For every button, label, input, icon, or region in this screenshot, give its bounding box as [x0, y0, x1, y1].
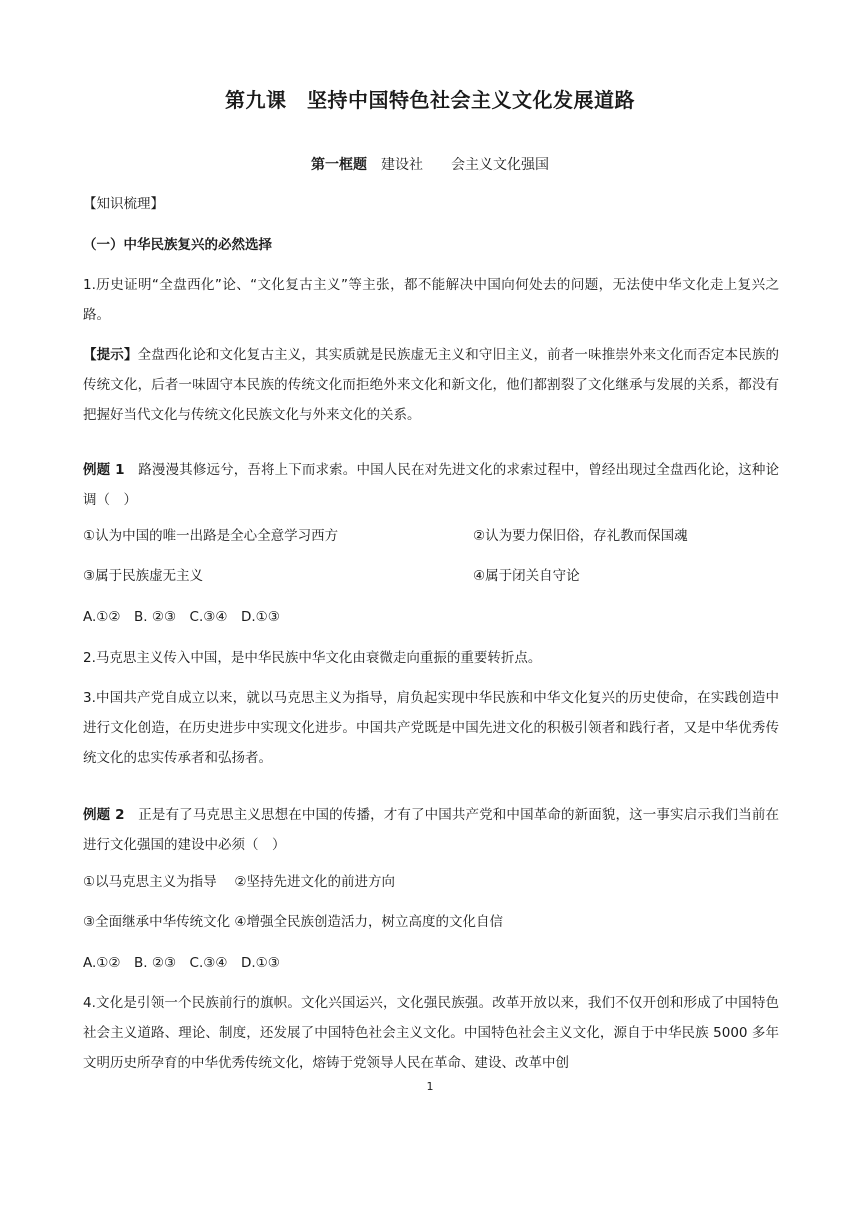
example-2-options-row-2: ③全面继承中华传统文化 ④增强全民族创造活力，树立高度的文化自信 [83, 914, 503, 930]
page-number: 1 [426, 1080, 434, 1093]
example-1-choices: A.①② B. ②③ C.③④ D.①③ [83, 609, 280, 625]
example-1-label: 例题 1 [83, 462, 125, 478]
section-subtitle [0, 154, 860, 174]
example-2-question [83, 800, 779, 860]
example-1-option-3: ③属于民族虚无主义 [83, 568, 204, 584]
example-1-options-row-1 [83, 521, 779, 551]
example-2-choices: A.①② B. ②③ C.③④ D.①③ [83, 955, 280, 971]
subtitle-text: 建设社 会主义文化强国 [381, 157, 549, 173]
point-2: 2.马克思主义传入中国，是中华民族中华文化由衰微走向重振的重要转折点。 [83, 650, 542, 666]
example-1-options-row-2 [83, 561, 779, 591]
point-1: 1.历史证明“全盘西化”论、“文化复古主义”等主张，都不能解决中国向何处去的问题，无法使中华文化走上复兴之路。 [83, 277, 779, 323]
example-1-option-1: ①认为中国的唯一出路是全心全意学习西方 [83, 528, 339, 544]
example-2-label: 例题 2 [83, 807, 125, 823]
example-1-text: 路漫漫其修远兮，吾将上下而求索。中国人民在对先进文化的求索过程中，曾经出现过全盘西化论，这种论调（ ） [83, 462, 780, 508]
section-heading: （一）中华民族复兴的必然选择 [83, 237, 272, 253]
section-label: 【知识梳理】 [83, 196, 164, 212]
example-2-options-row-1: ①以马克思主义为指导 ②坚持先进文化的前进方向 [83, 874, 395, 890]
example-1-option-2: ②认为要力保旧俗，存礼教而保国魂 [473, 528, 688, 544]
example-1-option-4: ④属于闭关自守论 [473, 568, 580, 584]
hint-text: 全盘西化论和文化复古主义，其实质就是民族虚无主义和守旧主义，前者一味推崇外来文化而否定本民族的传统文化，后者一味固守本民族的传统文化而拒绝外来文化和新文化，他们都割裂了文化继承与发展的关系，都没有把握好当代文化与传统文化民族文化与外来文化的关系。 [83, 347, 780, 423]
subtitle-lead: 第一框题 [311, 157, 367, 173]
example-1-question [83, 455, 779, 515]
lesson-title: 第九课 坚持中国特色社会主义文化发展道路 [225, 88, 635, 112]
hint-paragraph [83, 340, 779, 430]
point-4: 4.文化是引领一个民族前行的旗帜。文化兴国运兴，文化强民族强。改革开放以来，我们不仅开创和形成了中国特色社会主义道路、理论、制度，还发展了中国特色社会主义文化。中国特色社会主义文化，源自于中华民族 5000 多年文明历史所孕育的中华优秀传统文化，熔铸于党领导人民在革命、建设、改革中创 [83, 995, 779, 1071]
point-3: 3.中国共产党自成立以来，就以马克思主义为指导，肩负起实现中华民族和中华文化复兴的历史使命，在实践创造中进行文化创造，在历史进步中实现文化进步。中国共产党既是中国先进文化的积极引领者和践行者，又是中华优秀传统文化的忠实传承者和弘扬者。 [83, 690, 779, 766]
example-2-text: 正是有了马克思主义思想在中国的传播，才有了中国共产党和中国革命的新面貌，这一事实启示我们当前在进行文化强国的建设中必须（ ） [83, 807, 780, 853]
hint-label: 【提示】 [83, 347, 138, 363]
